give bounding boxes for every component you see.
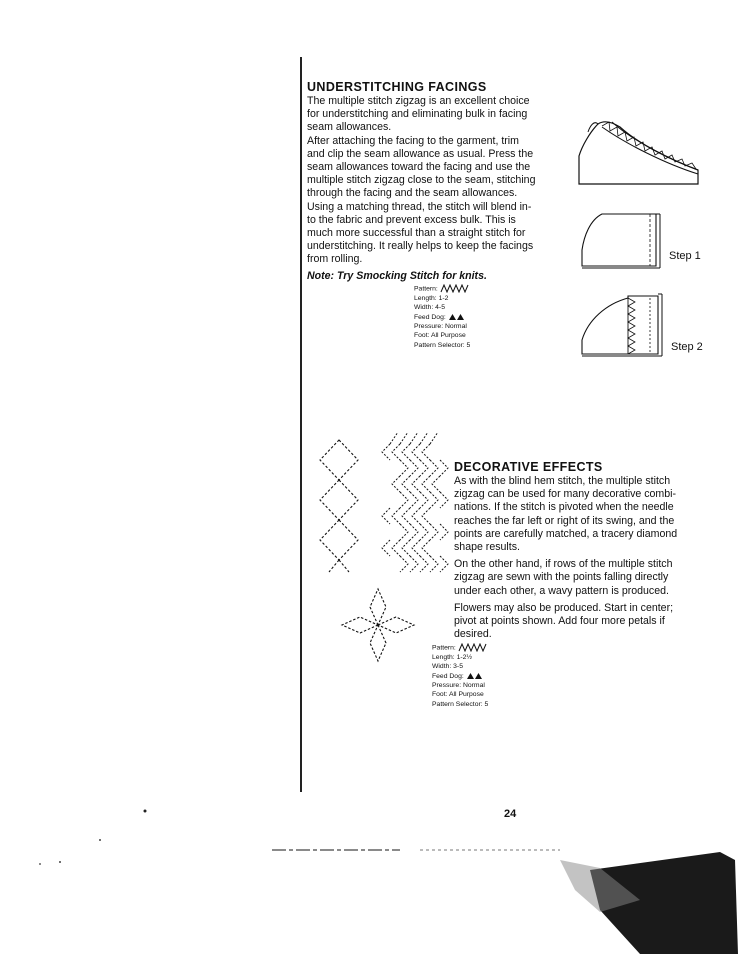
feed-dog-label: Feed Dog: bbox=[432, 672, 464, 680]
pressure-setting: Pressure: Normal bbox=[432, 681, 485, 689]
body-line: from rolling. bbox=[307, 253, 363, 266]
body-line: seam allowances toward the facing and use the bbox=[307, 161, 531, 174]
section-heading: UNDERSTITCHING FACINGS bbox=[307, 80, 487, 94]
body-line: pivot at points shown. Add four more petals if bbox=[454, 615, 665, 628]
body-line: desired. bbox=[454, 628, 492, 641]
body-line: On the other hand, if rows of the multiple stitch bbox=[454, 558, 673, 571]
body-line: zigzag are sewn with the points falling directly bbox=[454, 571, 669, 584]
body-line: through the facing and the seam allowances. bbox=[307, 187, 518, 200]
diamond-tracery-illustration bbox=[314, 436, 364, 576]
body-line: for understitching and eliminating bulk in facing bbox=[307, 108, 528, 121]
stitch-settings-2 bbox=[432, 643, 488, 709]
page-number: 24 bbox=[504, 808, 517, 820]
decorative-section bbox=[454, 460, 716, 641]
body-line: to the fabric and prevent excess bulk. This is bbox=[307, 213, 516, 226]
body-line: After attaching the facing to the garment, trim bbox=[307, 134, 519, 147]
step2-illustration bbox=[578, 292, 668, 360]
body-line: under each other, a wavy pattern is produced. bbox=[454, 584, 669, 597]
width-setting: Width: 3-5 bbox=[432, 663, 463, 671]
understitching-section bbox=[307, 80, 569, 283]
pattern-label: Pattern: bbox=[432, 644, 456, 652]
feed-dog-up-icon bbox=[448, 313, 466, 321]
zigzag-pattern-icon bbox=[440, 284, 470, 293]
body-line: points are carefully matched, a tracery diamond bbox=[454, 527, 678, 540]
stitch-settings-1 bbox=[414, 284, 470, 350]
length-setting: Length: 1-2 bbox=[414, 294, 449, 302]
body-line: Flowers may also be produced. Start in center; bbox=[454, 601, 674, 614]
body-line: The multiple stitch zigzag is an excellent choice bbox=[307, 95, 530, 107]
scan-artifacts bbox=[0, 830, 738, 954]
length-setting: Length: 1-2½ bbox=[432, 653, 473, 661]
wavy-pattern-illustration bbox=[380, 430, 460, 578]
body-line: nations. If the stitch is pivoted when the needle bbox=[454, 501, 674, 514]
foot-setting: Foot: All Purpose bbox=[414, 332, 466, 340]
body-line: much more successful than a straight stitch for bbox=[307, 227, 526, 240]
body-line: As with the blind hem stitch, the multiple stitch bbox=[454, 475, 671, 487]
body-line: multiple stitch zigzag close to the seam, stitching bbox=[307, 174, 536, 187]
feed-dog-label: Feed Dog: bbox=[414, 313, 446, 321]
pattern-label: Pattern: bbox=[414, 285, 438, 293]
note-text: Note: Try Smocking Stitch for knits. bbox=[307, 269, 487, 282]
step1-illustration bbox=[580, 210, 665, 272]
body-line: understitching. It really helps to keep the facings bbox=[307, 240, 534, 253]
zigzag-pattern-icon bbox=[458, 643, 488, 652]
step2-label: Step 2 bbox=[671, 341, 703, 353]
flower-illustration bbox=[338, 585, 418, 665]
feed-dog-up-icon bbox=[466, 672, 484, 680]
width-setting: Width: 4-5 bbox=[414, 304, 445, 312]
facing-illustration bbox=[576, 112, 706, 192]
margin-rule bbox=[300, 57, 302, 792]
body-line: reaches the far left or right of its swing, and the bbox=[454, 514, 675, 527]
body-line: Using a matching thread, the stitch will blend in- bbox=[307, 200, 532, 213]
body-line: seam allowances. bbox=[307, 121, 392, 134]
step1-label: Step 1 bbox=[669, 250, 701, 262]
pressure-setting: Pressure: Normal bbox=[414, 322, 467, 330]
body-line: shape results. bbox=[454, 541, 520, 554]
body-line: and clip the seam allowance as usual. Press the bbox=[307, 147, 534, 160]
pattern-selector-setting: Pattern Selector: 5 bbox=[432, 700, 489, 708]
foot-setting: Foot: All Purpose bbox=[432, 691, 484, 699]
body-line: zigzag can be used for many decorative combi- bbox=[454, 488, 676, 501]
pattern-selector-setting: Pattern Selector: 5 bbox=[414, 341, 471, 349]
section-heading: DECORATIVE EFFECTS bbox=[454, 460, 603, 474]
